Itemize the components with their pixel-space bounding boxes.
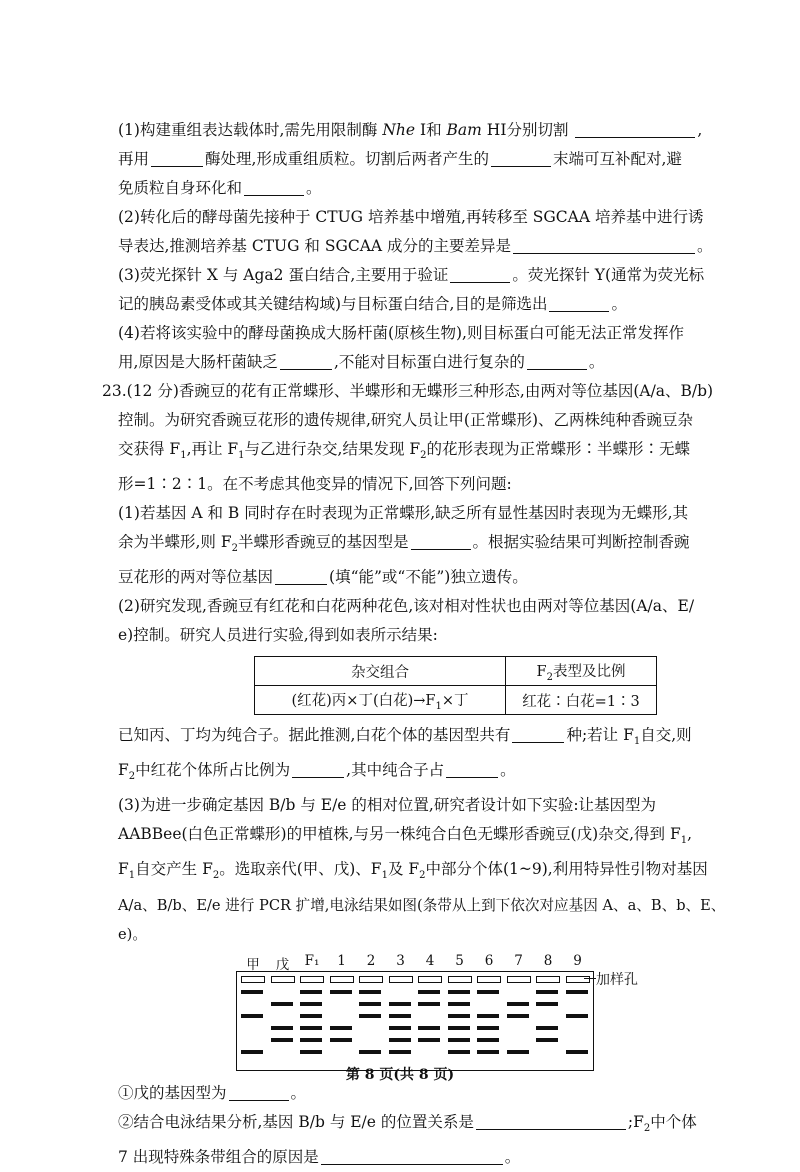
gel-band	[241, 1050, 263, 1054]
answer-blank[interactable]	[549, 295, 609, 312]
q22-line: 免质粒自身环化和 。	[118, 179, 322, 197]
q22-line: (2)转化后的酵母菌先接种于 CTUG 培养基中增殖,再转移至 SGCAA 培养基中进行诱	[118, 208, 704, 226]
answer-blank[interactable]	[321, 1148, 503, 1165]
answer-blank[interactable]	[450, 266, 510, 283]
gel-band	[359, 1014, 381, 1018]
gel-band	[271, 1002, 293, 1006]
q23-line: 豆花形的两对等位基因 (填“能”或“不能”)独立遗传。	[118, 568, 528, 587]
q23-line: 23.(12 分)香豌豆的花有正常蝶形、半蝶形和无蝶形三种形态,由两对等位基因(A/a、B/b)	[102, 382, 714, 400]
question-text	[102, 116, 748, 1172]
lane-label: 6	[484, 952, 494, 969]
q23-line: ②结合电泳结果分析,基因 B/b 与 E/e 的位置关系是 $;F_2$中个体	[118, 1112, 697, 1134]
answer-blank[interactable]	[527, 353, 587, 370]
answer-blank[interactable]	[476, 1113, 626, 1130]
gel-band	[418, 1038, 440, 1042]
loading-well	[536, 976, 560, 983]
gel-band	[389, 1050, 411, 1054]
q23-line: 已知丙、丁均为纯合子。据此推测,白花个体的基因型共有 种;若让 $F_1$自交,则	[118, 726, 692, 748]
lane-label: F₁	[304, 952, 320, 969]
q23-line: ①戊的基因型为 。	[118, 1083, 307, 1102]
gel-band	[448, 1002, 470, 1006]
gel-band	[507, 1050, 529, 1054]
gel-band	[330, 1038, 352, 1042]
gel-band	[418, 990, 440, 994]
gel-band	[389, 1002, 411, 1006]
gel-band	[300, 1038, 322, 1042]
answer-blank[interactable]	[292, 761, 344, 778]
q23-line: (3)为进一步确定基因 B/b 与 E/e 的相对位置,研究者设计如下实验:让基因型为	[118, 796, 657, 815]
gel-band	[359, 1002, 381, 1006]
loading-well	[477, 976, 501, 983]
lane-label: 1	[337, 952, 346, 969]
answer-blank[interactable]	[491, 150, 551, 167]
q23-line: 交获得 $F_1$,再让 $F_1$与乙进行杂交,结果发现 $F_2$的花形表现为正常蝶形∶半蝶形∶无蝶	[118, 440, 691, 462]
q23-line: $F_2$中红花个体所占比例为 ,其中纯合子占 。	[118, 761, 516, 783]
gel-band	[389, 1038, 411, 1042]
q23-line: 7 出现特殊条带组合的原因是 。	[118, 1147, 521, 1166]
lane-label: 甲	[246, 956, 260, 973]
lane-label: 戊	[275, 956, 290, 973]
loading-well	[389, 976, 413, 983]
loading-well	[359, 976, 383, 983]
q23-line: $F_1$自交产生 $F_2$。选取亲代(甲、戊)、$F_1$及 $F_2$中部分个体(1~9),利用特异性引物对基因	[118, 860, 708, 882]
gel-band	[389, 1014, 411, 1018]
lane-label: 5	[455, 952, 464, 969]
gel-band	[507, 1014, 529, 1018]
lane-label: 3	[396, 952, 405, 969]
q22-line: 再用 酶处理,形成重组质粒。切割后两者产生的 末端可互补配对,避	[118, 150, 682, 168]
electrophoresis-figure	[118, 953, 748, 1073]
answer-blank[interactable]	[280, 353, 332, 370]
table-cell: (红花)丙×丁(白花)$\to F_1\times$丁	[255, 686, 506, 715]
gel-band	[300, 990, 322, 994]
gel-band	[300, 1026, 322, 1030]
answer-blank[interactable]	[446, 761, 498, 778]
loading-well	[418, 976, 442, 983]
loading-well	[330, 976, 354, 983]
table-header: 杂交组合	[255, 657, 506, 686]
gel-band	[300, 1050, 322, 1054]
table-header: $F_2$表型及比例	[506, 657, 657, 686]
cross-table	[254, 656, 657, 715]
lane-label: 4	[425, 952, 435, 969]
gel-band	[241, 1014, 263, 1018]
q23-line: (1)若基因 A 和 B 同时存在时表现为正常蝶形,缺乏所有显性基因时表现为无蝶形,其	[118, 504, 689, 523]
loading-well	[241, 976, 265, 983]
gel-band	[566, 1050, 588, 1054]
gel-band	[359, 1050, 381, 1054]
lane-label: 7	[514, 952, 523, 969]
answer-blank[interactable]	[275, 568, 327, 585]
gel-band	[536, 990, 558, 994]
gel-band	[271, 1026, 293, 1030]
q23-line: AABBee(白色正常蝶形)的甲植株,与另一株纯合白色无蝶形香豌豆(戊)杂交,得到 $F_1$,	[118, 825, 693, 847]
answer-blank[interactable]	[151, 150, 203, 167]
gel-band	[330, 990, 352, 994]
gel-band	[418, 1002, 440, 1006]
answer-blank[interactable]	[513, 237, 695, 254]
answer-blank[interactable]	[411, 533, 471, 550]
q22-line: (4)若将该实验中的酵母菌换成大肠杆菌(原核生物),则目标蛋白可能无法正常发挥作	[118, 324, 684, 342]
gel-band	[566, 1014, 588, 1018]
gel-band	[448, 1038, 470, 1042]
gel-band	[566, 990, 588, 994]
gel-band	[536, 1038, 558, 1042]
q22-line: (3)荧光探针 X 与 Aga2 蛋白结合,主要用于验证 。荧光探针 Y(通常为荧光标	[118, 266, 705, 284]
loading-well	[300, 976, 324, 983]
gel-band	[330, 1026, 352, 1030]
gel-band	[477, 1026, 499, 1030]
loading-well	[448, 976, 472, 983]
answer-blank[interactable]	[244, 179, 304, 196]
loading-well	[271, 976, 295, 983]
q22-line: 导表达,推测培养基 CTUG 和 SGCAA 成分的主要差异是 。	[118, 237, 713, 255]
q22-line: 记的胰岛素受体或其关键结构域)与目标蛋白结合,目的是筛选出 。	[118, 295, 627, 313]
gel-band	[271, 1038, 293, 1042]
gel-band	[418, 1026, 440, 1030]
q22-line: 用,原因是大肠杆菌缺乏 ,不能对目标蛋白进行复杂的 。	[118, 353, 605, 371]
answer-blank[interactable]	[229, 1084, 289, 1101]
lane-label: 8	[543, 952, 553, 969]
well-label: 加样孔	[596, 971, 638, 988]
gel-band	[477, 1050, 499, 1054]
q22-line: (1)构建重组表达载体时,需先用限制酶 Nhe Ⅰ和 Bam HⅠ分别切割 ,	[118, 121, 703, 139]
lane-label: 2	[366, 952, 376, 969]
gel-band	[241, 990, 263, 994]
gel-band	[536, 1002, 558, 1006]
gel-band	[448, 1014, 470, 1018]
gel-band	[300, 1002, 322, 1006]
q23-line: A/a、B/b、E/e 进行 PCR 扩增,电泳结果如图(条带从上到下依次对应基因 A、a、B、b、E、e)。	[118, 896, 726, 943]
q23-line: (2)研究发现,香豌豆有红花和白花两种花色,该对相对性状也由两对等位基因(A/a、E/	[118, 597, 695, 616]
q23-line: 控制。为研究香豌豆花形的遗传规律,研究人员让甲(正常蝶形)、乙两株纯种香豌豆杂	[118, 411, 694, 429]
lane-label: 9	[573, 952, 582, 969]
q23-line: e)控制。研究人员进行实验,得到如表所示结果:	[118, 626, 438, 645]
q23-line: 余为半蝶形,则 $F_2$半蝶形香豌豆的基因型是 。根据实验结果可判断控制香豌	[118, 533, 690, 555]
gel-band	[448, 990, 470, 994]
gel-band	[507, 1002, 529, 1006]
gel-band	[448, 1026, 470, 1030]
answer-blank[interactable]	[512, 726, 564, 743]
gel-band	[477, 1014, 499, 1018]
gel-band	[300, 1014, 322, 1018]
page-footer: 第 8 页(共 8 页)	[345, 1067, 455, 1083]
q23-line: 形=1∶2∶1。在不考虑其他变异的情况下,回答下列问题:	[118, 475, 512, 494]
gel-band	[477, 990, 499, 994]
gel-band	[359, 990, 381, 994]
gel-band	[448, 1050, 470, 1054]
gel-band	[389, 1026, 411, 1030]
gel-band	[477, 1038, 499, 1042]
well-pointer-line	[584, 978, 596, 979]
gel-band	[536, 1026, 558, 1030]
loading-well	[507, 976, 531, 983]
gel	[236, 971, 594, 1071]
table-cell: 红花∶白花=1∶3	[506, 686, 657, 715]
answer-blank[interactable]	[575, 121, 695, 138]
